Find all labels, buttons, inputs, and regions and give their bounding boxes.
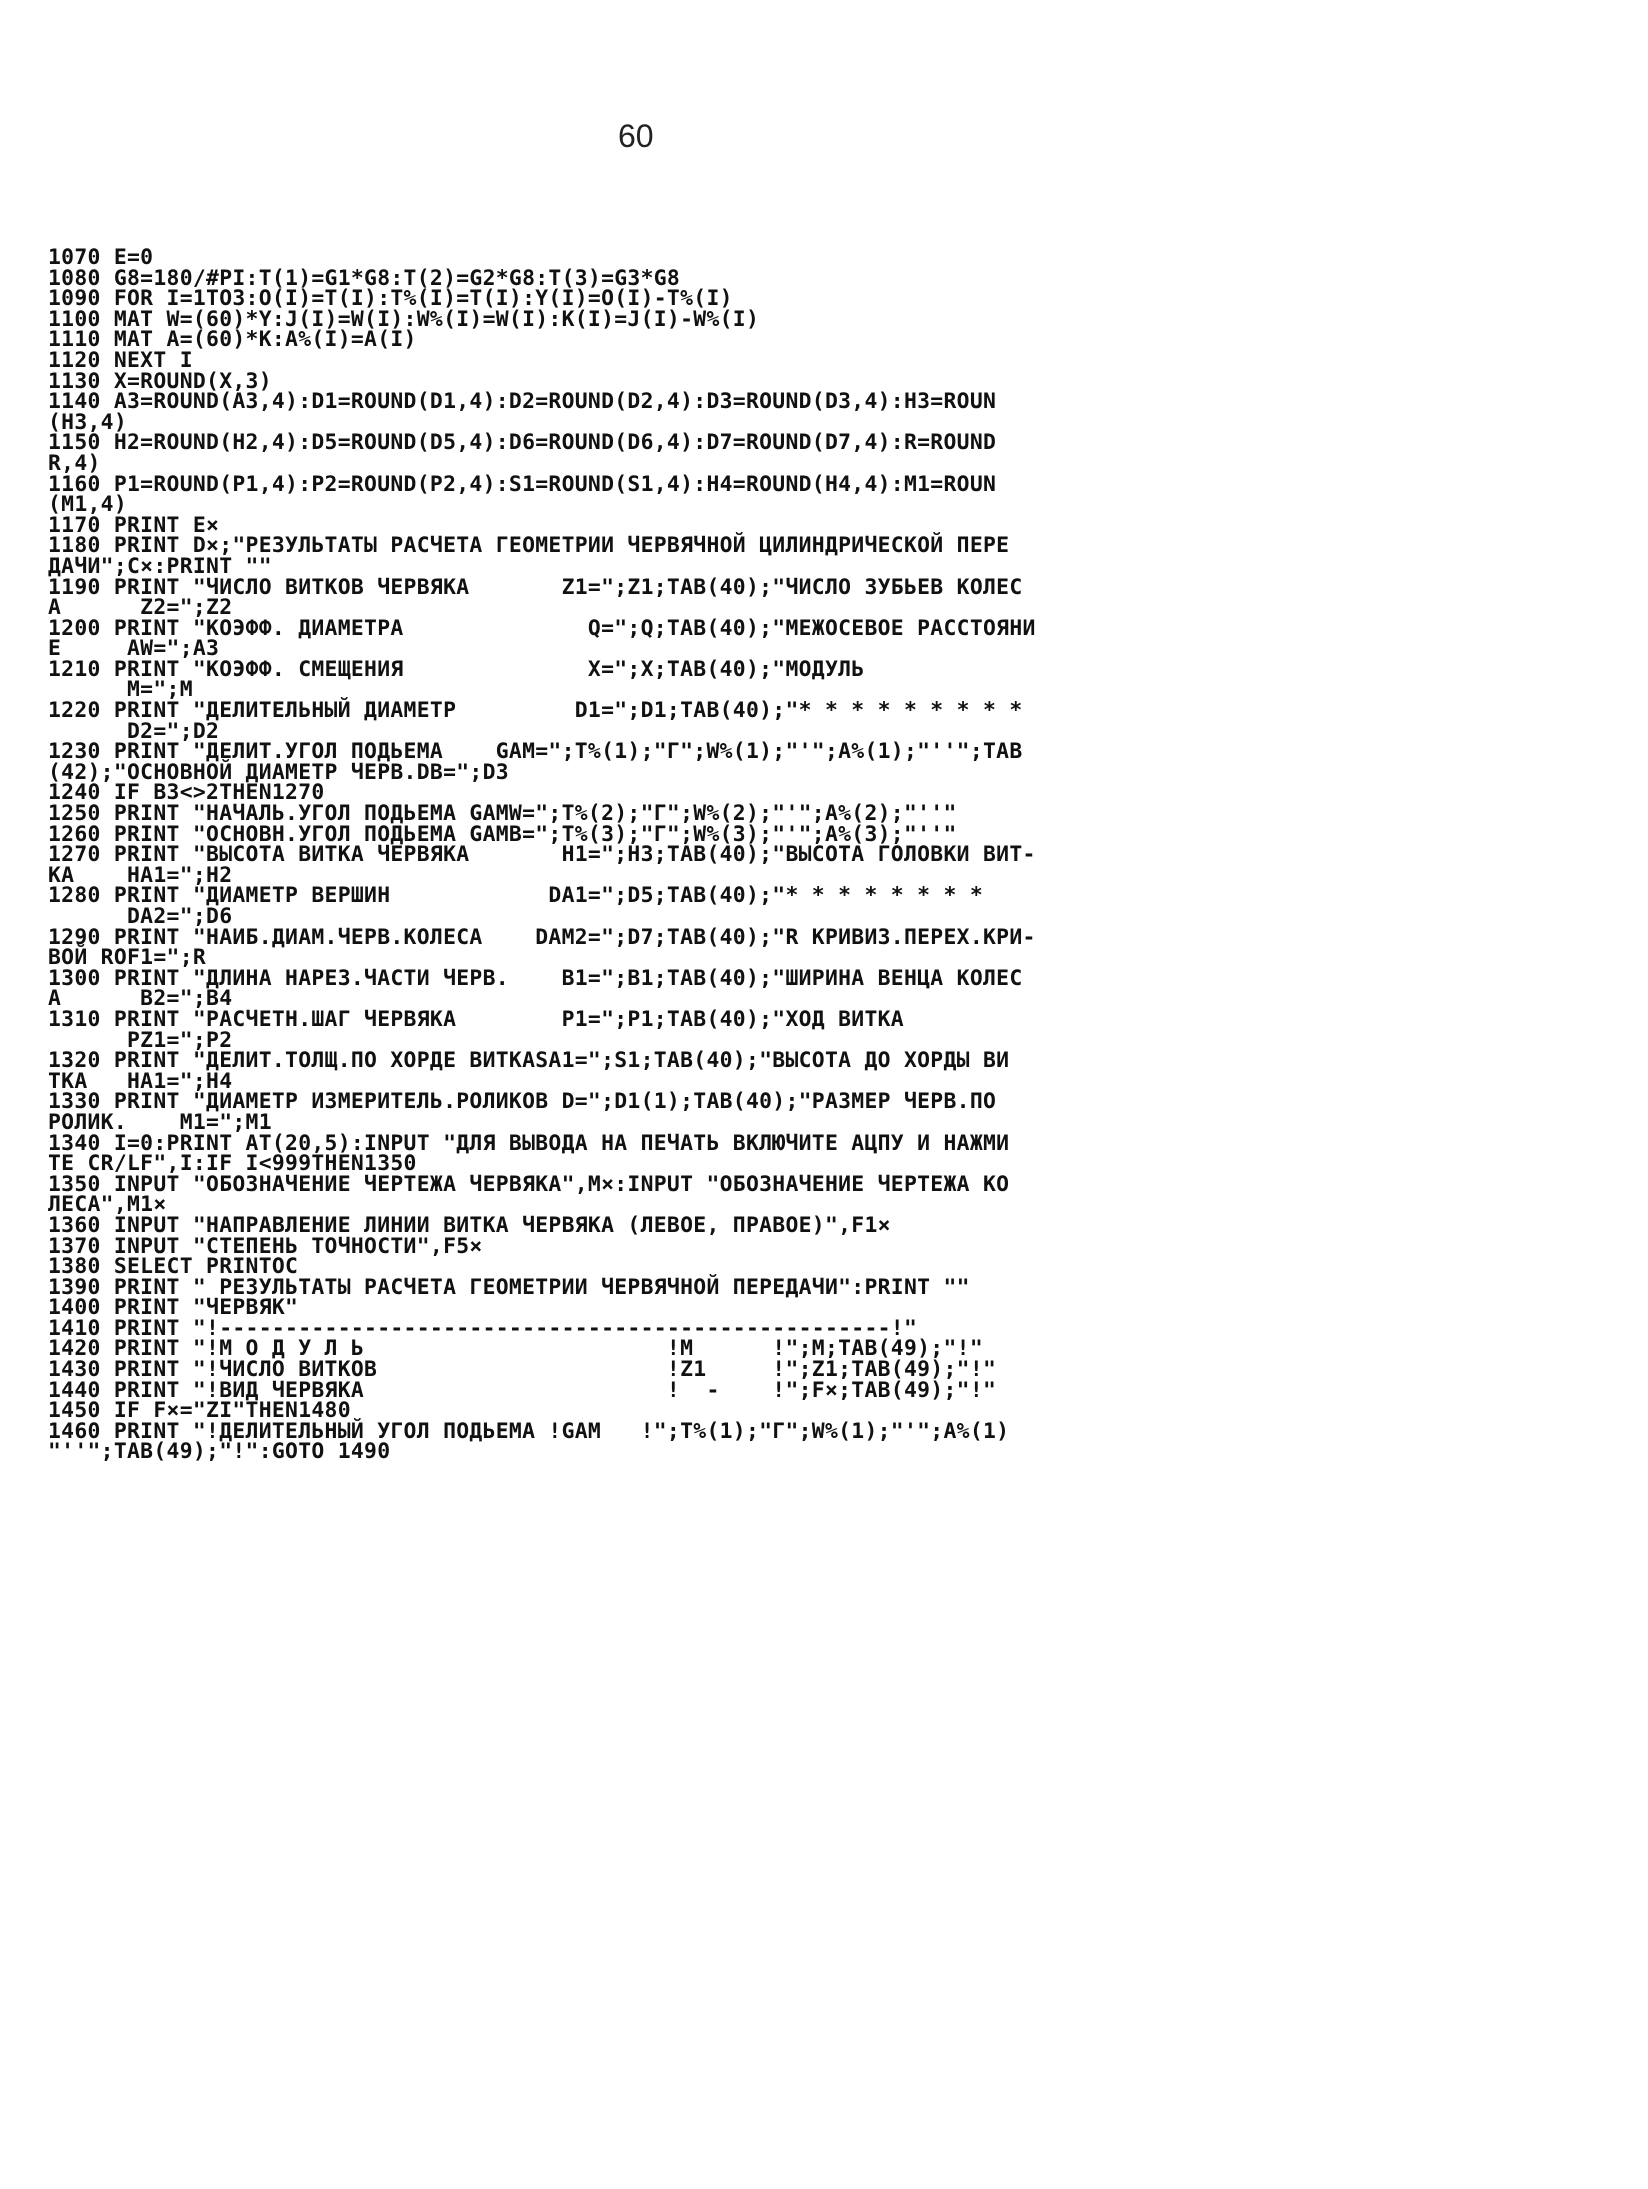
code-line: 1070 E=0 — [48, 245, 154, 270]
code-line: "''";TAB(49);"!":GOTO 1490 — [48, 1439, 391, 1465]
code-line: 1360 INPUT "НАПРАВЛЕНИЕ ЛИНИИ ВИТКА ЧЕРВЯКА (ЛЕВОЕ, ПРАВОЕ)",F1× — [48, 1212, 891, 1238]
code-line: ЛЕСА",M1× — [48, 1192, 167, 1218]
code-line: 1460 PRINT "!ДЕЛИТЕЛЬНЫЙ УГОЛ ПОДЬЕМА !GAM !";T%(1);"Г";W%(1);"'";A%(1) — [48, 1418, 1010, 1444]
code-line: Е AW=";A3 — [48, 636, 220, 662]
code-line: РОЛИК. M1=";M1 — [48, 1109, 272, 1135]
code-line: (H3,4) — [48, 409, 128, 435]
code-line: 1330 PRINT "ДИАМЕТР ИЗМЕРИТЕЛЬ.РОЛИКОВ D=";D1(1);TAB(40);"РАЗМЕР ЧЕРВ.ПО — [48, 1089, 997, 1115]
code-line: 1420 PRINT "!М О Д У Л Ь !M !";M;TAB(49);"!" — [48, 1336, 983, 1362]
code-line: А Z2=";Z2 — [48, 595, 233, 621]
code-line: 1090 FOR I=1TO3:O(I)=T(I):T%(I)=T(I):Y(I)=O(I)-T%(I) — [48, 286, 733, 312]
code-line: 1150 H2=ROUND(H2,4):D5=ROUND(D5,4):D6=ROUND(D6,4):D7=ROUND(D7,4):R=ROUND — [48, 430, 997, 456]
code-line: 1080 G8=180/#PI:T(1)=G1*G8:T(2)=G2*G8:T(3)=G3*G8 — [48, 265, 681, 291]
code-line: 1380 SELECT PRINTOC — [48, 1254, 299, 1280]
code-line: 1400 PRINT "ЧЕРВЯК" — [48, 1295, 299, 1321]
code-line: 1230 PRINT "ДЕЛИТ.УГОЛ ПОДЬЕМА GAM=";T%(1);"Г";W%(1);"'";A%(1);"''";TAB — [48, 739, 1023, 765]
code-line: ДАЧИ";C×:PRINT "" — [48, 553, 272, 579]
code-line: (M1,4) — [48, 492, 128, 518]
code-line: 1130 X=ROUND(X,3) — [48, 368, 272, 394]
code-line: 1220 PRINT "ДЕЛИТЕЛЬНЫЙ ДИАМЕТР D1=";D1;TAB(40);"* * * * * * * * * — [48, 698, 1023, 724]
code-line: D2=";D2 — [48, 718, 220, 744]
code-line: 1340 I=0:PRINT AT(20,5):INPUT "ДЛЯ ВЫВОДА НА ПЕЧАТЬ ВКЛЮЧИТЕ АЦПУ И НАЖМИ — [48, 1130, 1010, 1156]
code-line: ТКА HA1=";H4 — [48, 1068, 233, 1094]
code-line: 1450 IF F×="ZI"THEN1480 — [48, 1398, 351, 1424]
code-line: TE CR/LF",I:IF I<999THEN1350 — [48, 1151, 417, 1177]
code-line: 1280 PRINT "ДИАМЕТР ВЕРШИН DA1=";D5;TAB(40);"* * * * * * * * — [48, 883, 983, 909]
code-line: 1210 PRINT "КОЭФФ. СМЕЩЕНИЯ X=";X;TAB(40);"МОДУЛЬ — [48, 656, 865, 682]
code-line: 1200 PRINT "КОЭФФ. ДИАМЕТРА Q=";Q;TAB(40);"МЕЖОСЕВОЕ РАССТОЯНИ — [48, 615, 1036, 641]
program-listing — [48, 245, 1608, 1465]
code-line: 1100 MAT W=(60)*Y:J(I)=W(I):W%(I)=W(I):K(I)=J(I)-W%(I) — [48, 306, 760, 332]
code-line: 1440 PRINT "!ВИД ЧЕРВЯКА ! - !";F×;TAB(49);"!" — [48, 1377, 997, 1403]
code-line: А B2=";B4 — [48, 986, 233, 1012]
code-line: 1310 PRINT "РАСЧЕТН.ШАГ ЧЕРВЯКА P1=";P1;TAB(40);"ХОД ВИТКА — [48, 1006, 904, 1032]
code-line: КА HA1=";H2 — [48, 862, 233, 888]
page-number: 60 — [618, 118, 654, 154]
code-line: R,4) — [48, 450, 101, 476]
code-line: 1290 PRINT "НАИБ.ДИАМ.ЧЕРВ.КОЛЕСА DAM2=";D7;TAB(40);"R КРИВИЗ.ПЕРЕХ.КРИ- — [48, 924, 1036, 950]
code-line: 1270 PRINT "ВЫСОТА ВИТКА ЧЕРВЯКА H1=";H3;TAB(40);"ВЫСОТА ГОЛОВКИ ВИТ- — [48, 842, 1036, 868]
code-line: (42);"ОСНОВНОЙ ДИАМЕТР ЧЕРВ.DB=";D3 — [48, 759, 509, 785]
code-line: 1390 PRINT " РЕЗУЛЬТАТЫ РАСЧЕТА ГЕОМЕТРИИ ЧЕРВЯЧНОЙ ПЕРЕДАЧИ":PRINT "" — [48, 1274, 970, 1300]
code-line: M=";M — [48, 677, 193, 703]
code-line: 1120 NEXT I — [48, 347, 193, 373]
code-line: 1430 PRINT "!ЧИСЛО ВИТКОВ !Z1 !";Z1;TAB(49);"!" — [48, 1357, 997, 1383]
code-line: 1300 PRINT "ДЛИНА НАРЕЗ.ЧАСТИ ЧЕРВ. B1=";B1;TAB(40);"ШИРИНА ВЕНЦА КОЛЕС — [48, 965, 1023, 991]
code-line: ВОЙ ROF1=";R — [48, 945, 207, 971]
code-line: 1250 PRINT "НАЧАЛЬ.УГОЛ ПОДЬЕМА GAMW=";T%(2);"Г";W%(2);"'";A%(2);"''" — [48, 801, 957, 827]
code-line: 1190 PRINT "ЧИСЛО ВИТКОВ ЧЕРВЯКА Z1=";Z1;TAB(40);"ЧИСЛО ЗУБЬЕВ КОЛЕС — [48, 574, 1023, 600]
code-line: 1170 PRINT E× — [48, 512, 220, 538]
code-line: PZ1=";P2 — [48, 1027, 233, 1053]
code-line: 1410 PRINT "!---------------------------------------------------!" — [48, 1315, 918, 1341]
code-line: 1240 IF B3<>2THEN1270 — [48, 780, 325, 806]
code-line: 1370 INPUT "СТЕПЕНЬ ТОЧНОСТИ",F5× — [48, 1233, 483, 1259]
code-line: 1140 A3=ROUND(A3,4):D1=ROUND(D1,4):D2=ROUND(D2,4):D3=ROUND(D3,4):H3=ROUN — [48, 389, 997, 415]
code-line: 1180 PRINT D×;"РЕЗУЛЬТАТЫ РАСЧЕТА ГЕОМЕТРИИ ЧЕРВЯЧНОЙ ЦИЛИНДРИЧЕСКОЙ ПЕРЕ — [48, 533, 1010, 559]
code-line: 1260 PRINT "ОСНОВН.УГОЛ ПОДЬЕМА GAMB=";T%(3);"Г";W%(3);"'";A%(3);"''" — [48, 821, 957, 847]
code-line: 1160 P1=ROUND(P1,4):P2=ROUND(P2,4):S1=ROUND(S1,4):H4=ROUND(H4,4):M1=ROUN — [48, 471, 997, 497]
code-line: 1110 MAT A=(60)*K:A%(I)=A(I) — [48, 327, 417, 353]
code-line: 1350 INPUT "ОБОЗНАЧЕНИЕ ЧЕРТЕЖА ЧЕРВЯКА",M×:INPUT "ОБОЗНАЧЕНИЕ ЧЕРТЕЖА КО — [48, 1171, 1010, 1197]
code-line: DA2=";D6 — [48, 904, 233, 929]
code-line: 1320 PRINT "ДЕЛИТ.ТОЛЩ.ПО ХОРДЕ ВИТКАSA1=";S1;TAB(40);"ВЫСОТА ДО ХОРДЫ ВИ — [48, 1048, 1010, 1074]
